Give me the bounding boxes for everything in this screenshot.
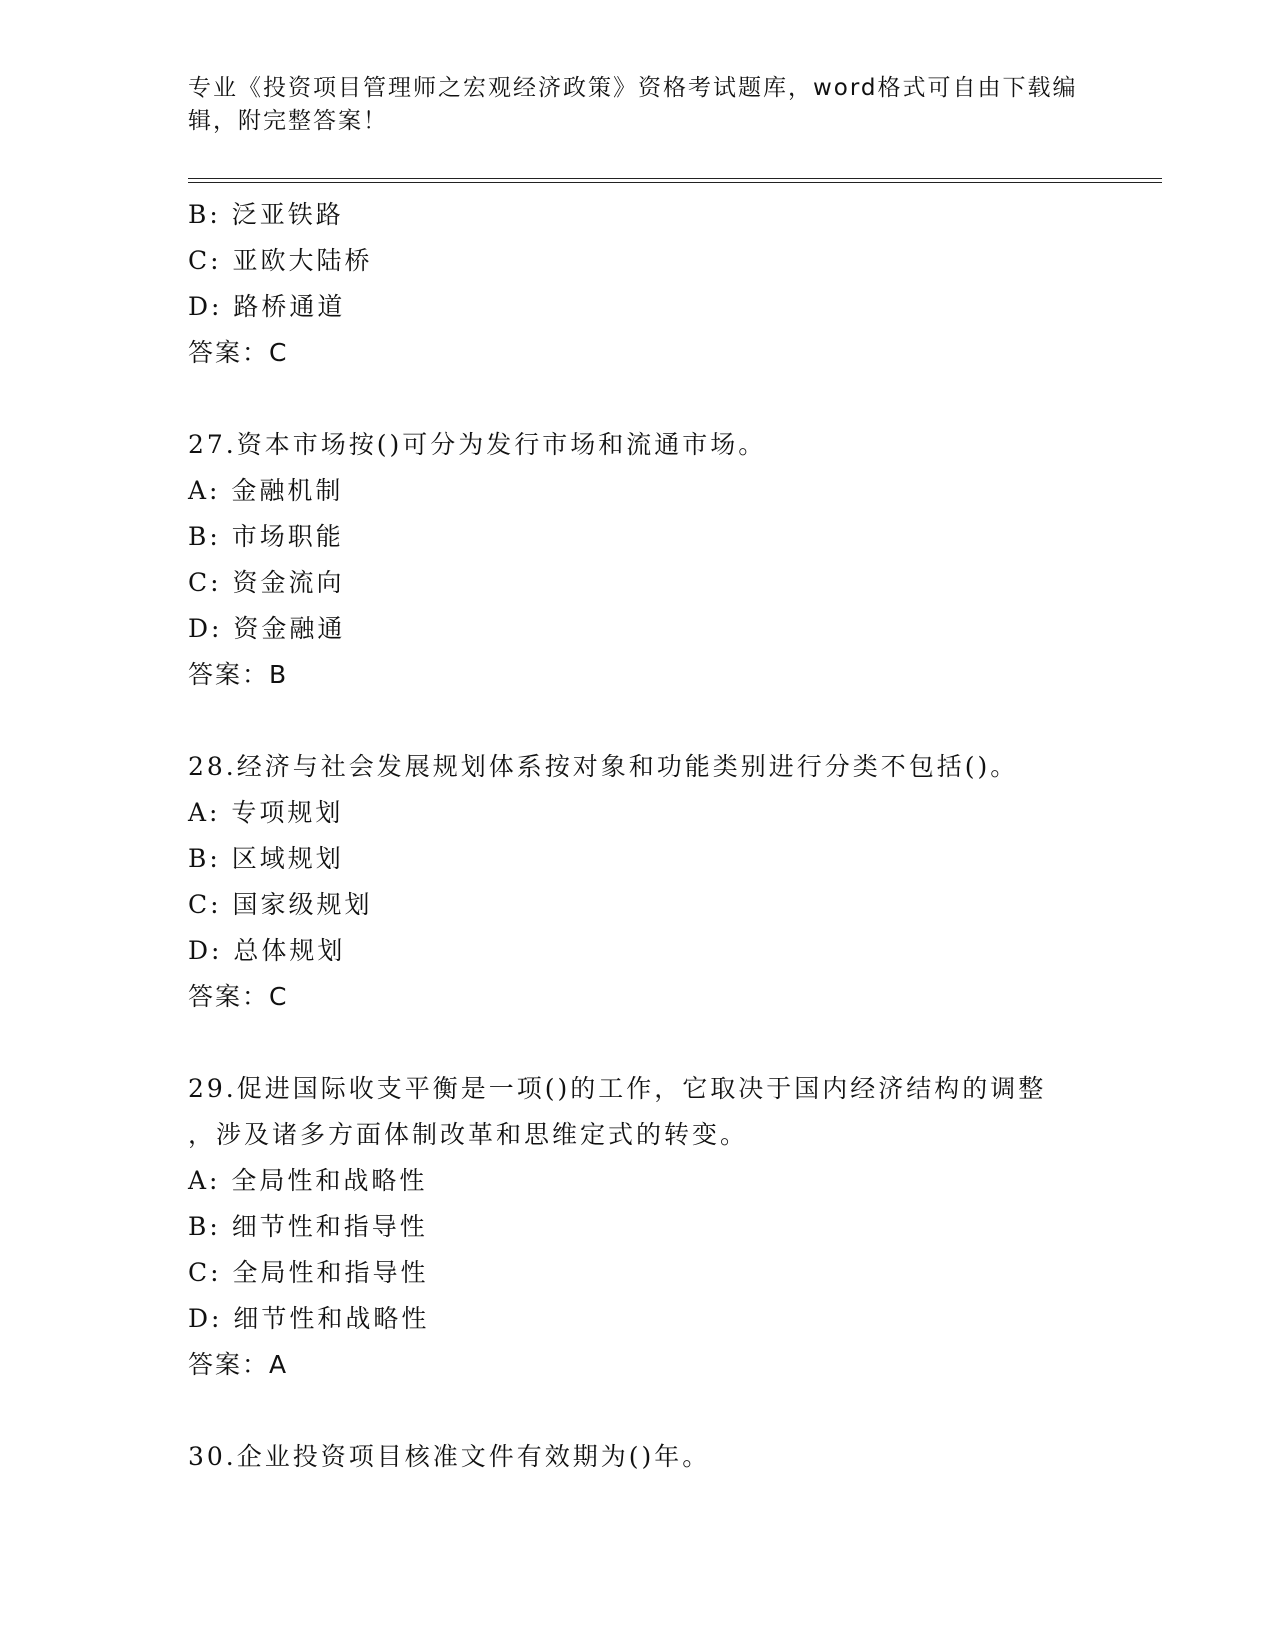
option-d: D: 总体规划 [188, 936, 346, 965]
option-c: C: 资金流向 [188, 568, 345, 597]
question-text: 28.经济与社会发展规划体系按对象和功能类别进行分类不包括()。 [188, 752, 1019, 781]
question-27 [188, 422, 1088, 698]
question-list [188, 192, 1088, 1480]
question-30 [188, 1434, 1088, 1480]
question-29 [188, 1066, 1088, 1388]
option-d: D: 路桥通道 [188, 292, 346, 321]
answer: 答案：A [188, 1350, 289, 1379]
question-text-line-2: ，涉及诸多方面体制改革和思维定式的转变。 [188, 1120, 749, 1149]
header-line-1: 专业《投资项目管理师之宏观经济政策》资格考试题库，word格式可自由下载编 [188, 75, 1078, 101]
answer: 答案：C [188, 982, 289, 1011]
option-a: A: 全局性和战略性 [188, 1166, 428, 1195]
option-a: A: 金融机制 [188, 476, 344, 505]
option-b: B: 区域规划 [188, 844, 344, 873]
answer: 答案：C [188, 338, 289, 367]
answer: 答案：B [188, 660, 289, 689]
question-text: 27.资本市场按()可分为发行市场和流通市场。 [188, 430, 767, 459]
header-divider [188, 178, 1162, 183]
option-d: D: 细节性和战略性 [188, 1304, 430, 1333]
option-c: C: 亚欧大陆桥 [188, 246, 373, 275]
question-text-line-1: 29.促进国际收支平衡是一项()的工作，它取决于国内经济结构的调整 [188, 1074, 1047, 1103]
option-d: D: 资金融通 [188, 614, 346, 643]
header-line-2: 辑，附完整答案！ [188, 108, 388, 134]
option-a: A: 专项规划 [188, 798, 344, 827]
question-text: 30.企业投资项目核准文件有效期为()年。 [188, 1442, 711, 1471]
option-c: C: 国家级规划 [188, 890, 373, 919]
option-b: B: 细节性和指导性 [188, 1212, 428, 1241]
document-header [188, 72, 1088, 138]
option-b: B: 市场职能 [188, 522, 344, 551]
option-b: B: 泛亚铁路 [188, 200, 344, 229]
option-c: C: 全局性和指导性 [188, 1258, 429, 1287]
question-26-tail [188, 192, 1088, 376]
question-28 [188, 744, 1088, 1020]
